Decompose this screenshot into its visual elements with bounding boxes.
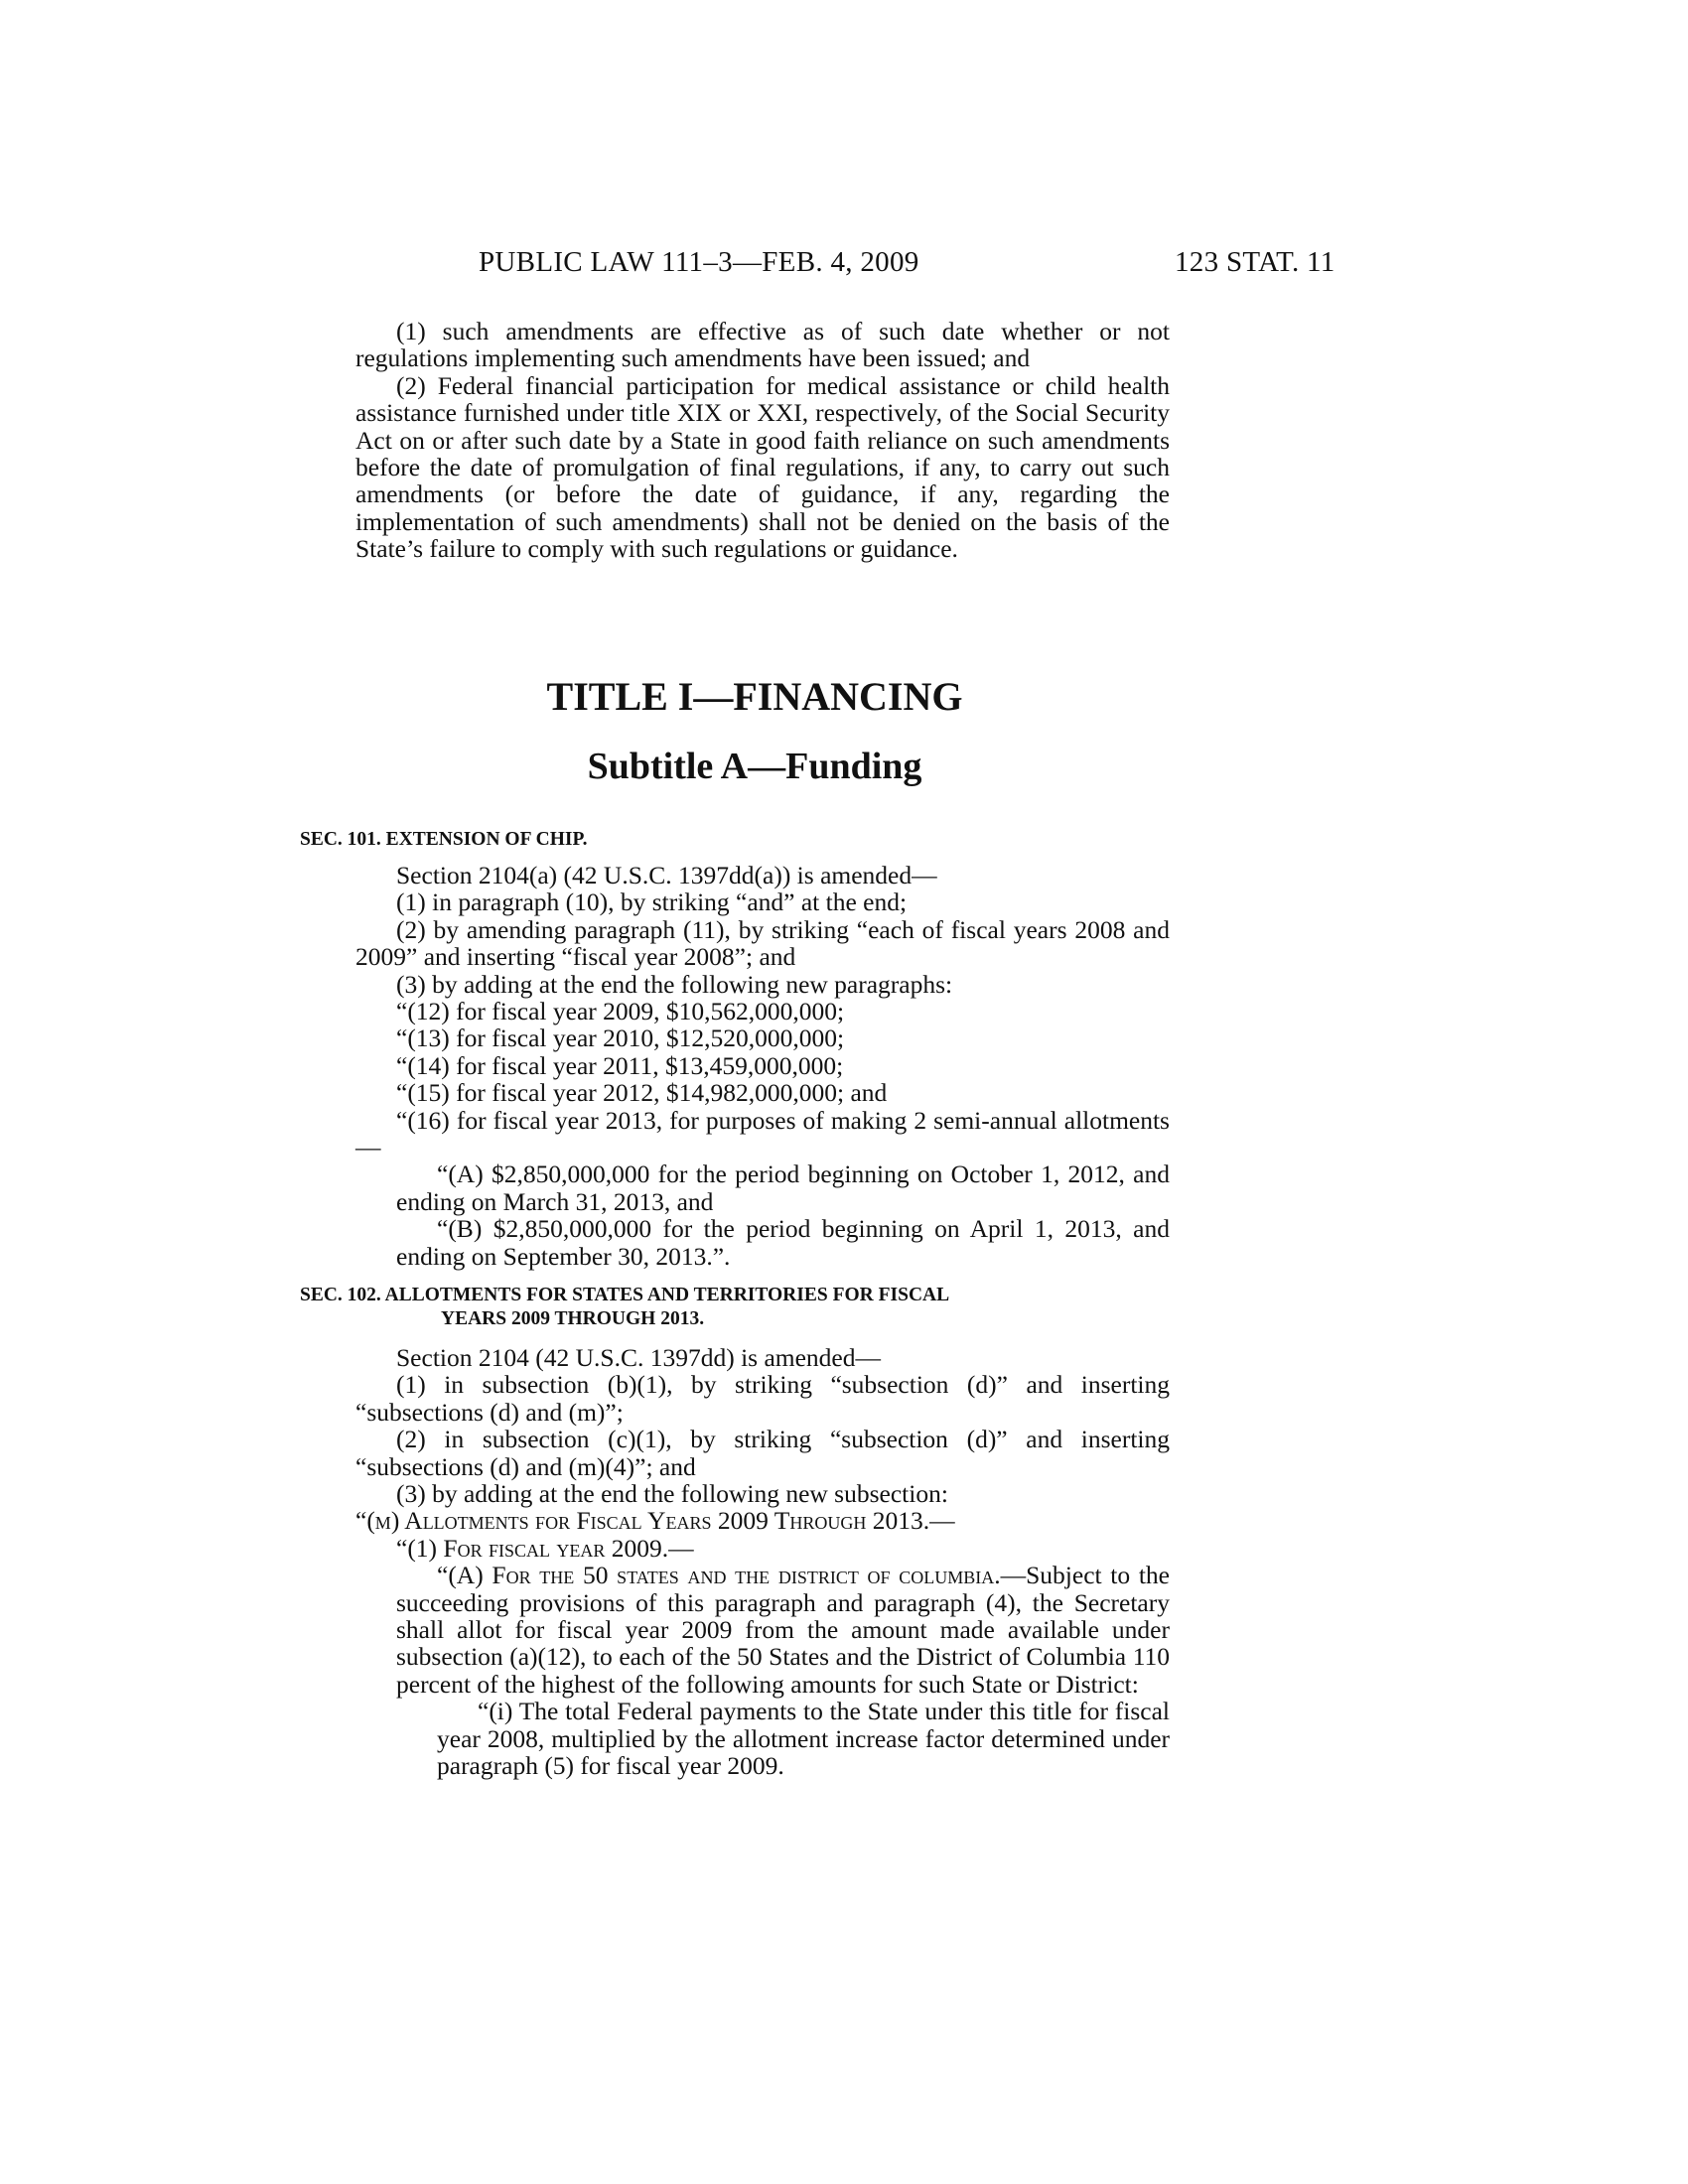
page-number: 123 STAT. 11	[1175, 246, 1336, 278]
section-101-item-3: (3) by adding at the end the following new paragraphs:	[396, 969, 953, 999]
section-101-item-1: (1) in paragraph (10), by striking “and” at the end;	[396, 887, 908, 917]
subparagraph-b: “(B) $2,850,000,000 for the period beginning on April 1, 2013, and ending on September 30, 2013.”.	[396, 1214, 1170, 1271]
section-102-lead: Section 2104 (42 U.S.C. 1397dd) is amended—	[396, 1343, 881, 1372]
subparagraph-a-body: Subject to the succeeding provisions of this paragraph and paragraph (4), the Secretary shall allot for fiscal year 2009 from the amount made available under subsection (a)(12), to each of the 50 States and the District of Columbia 110 percent of the highest of the following amounts for such State or District:	[396, 1561, 1170, 1699]
header-title: PUBLIC LAW 111–3—FEB. 4, 2009	[479, 246, 919, 278]
intro-paragraph-2: (2) Federal financial participation for medical assistance or child health assistance furnished under title XIX or XXI, respectively, of the Social Security Act on or after such date by a State in good faith reliance on such amendments before the date of promulgation of final regulations, if any, to carry out such amendments (or before the date of guidance, if any, regarding the implementation of such amendments) shall not be denied on the basis of the State’s failure to comply with such regulations or guidance.	[355, 370, 1170, 564]
subparagraph-a-heading: “(A) For the 50 states and the district of columbia.—	[437, 1561, 1027, 1590]
subtitle-heading: Subtitle A—Funding	[587, 746, 922, 787]
section-102-heading	[300, 1284, 1170, 1331]
intro-text	[355, 318, 1170, 563]
running-header	[0, 246, 1688, 286]
subparagraph-a: “(A) $2,850,000,000 for the period beginning on October 1, 2012, and ending on March 31, 2013, and	[396, 1160, 1170, 1216]
section-102-heading-line-1: SEC. 102. ALLOTMENTS FOR STATES AND TERRITORIES FOR FISCAL	[300, 1285, 950, 1305]
subparagraph-a-text	[355, 1562, 1170, 1698]
paragraph-13: “(13) for fiscal year 2010, $12,520,000,000;	[396, 1024, 845, 1053]
section-101-heading: SEC. 101. EXTENSION OF CHIP.	[300, 829, 588, 850]
intro-paragraph-1: (1) such amendments are effective as of such date whether or not regulations implementing such amendments have been issued; and	[355, 317, 1170, 373]
clause-i: “(i) The total Federal payments to the State under this title for fiscal year 2008, multiplied by the allotment increase factor determined under paragraph (5) for fiscal year 2009.	[437, 1697, 1170, 1781]
paragraph-15: “(15) for fiscal year 2012, $14,982,000,000; and	[396, 1078, 888, 1108]
subsection-m-heading: “(m) Allotments for Fiscal Years 2009 Through 2013.—	[355, 1506, 955, 1536]
section-101-lead: Section 2104(a) (42 U.S.C. 1397dd(a)) is amended—	[396, 861, 937, 889]
section-101-item-2: (2) by amending paragraph (11), by striking “each of fiscal years 2008 and 2009” and inserting “fiscal year 2008”; and	[355, 914, 1170, 972]
section-102-item-2: (2) in subsection (c)(1), by striking “subsection (d)” and inserting “subsections (d) and (m)(4)”; and	[355, 1425, 1170, 1481]
section-102-item-3: (3) by adding at the end the following new subsection:	[396, 1479, 948, 1509]
section-101-body	[355, 862, 1170, 1270]
section-102-body	[355, 1344, 1170, 1780]
paragraph-1-heading: “(1) For fiscal year 2009.—	[396, 1533, 694, 1563]
section-102-heading-line-2: YEARS 2009 THROUGH 2013.	[441, 1308, 705, 1329]
section-102-item-1: (1) in subsection (b)(1), by striking “subsection (d)” and inserting “subsections (d) and (m)”;	[355, 1370, 1170, 1427]
paragraph-12: “(12) for fiscal year 2009, $10,562,000,000;	[396, 997, 845, 1026]
paragraph-16: “(16) for fiscal year 2013, for purposes of making 2 semi-annual allotments—	[355, 1105, 1170, 1162]
paragraph-14: “(14) for fiscal year 2011, $13,459,000,000;	[396, 1050, 844, 1080]
title-heading: TITLE I—FINANCING	[546, 674, 963, 719]
